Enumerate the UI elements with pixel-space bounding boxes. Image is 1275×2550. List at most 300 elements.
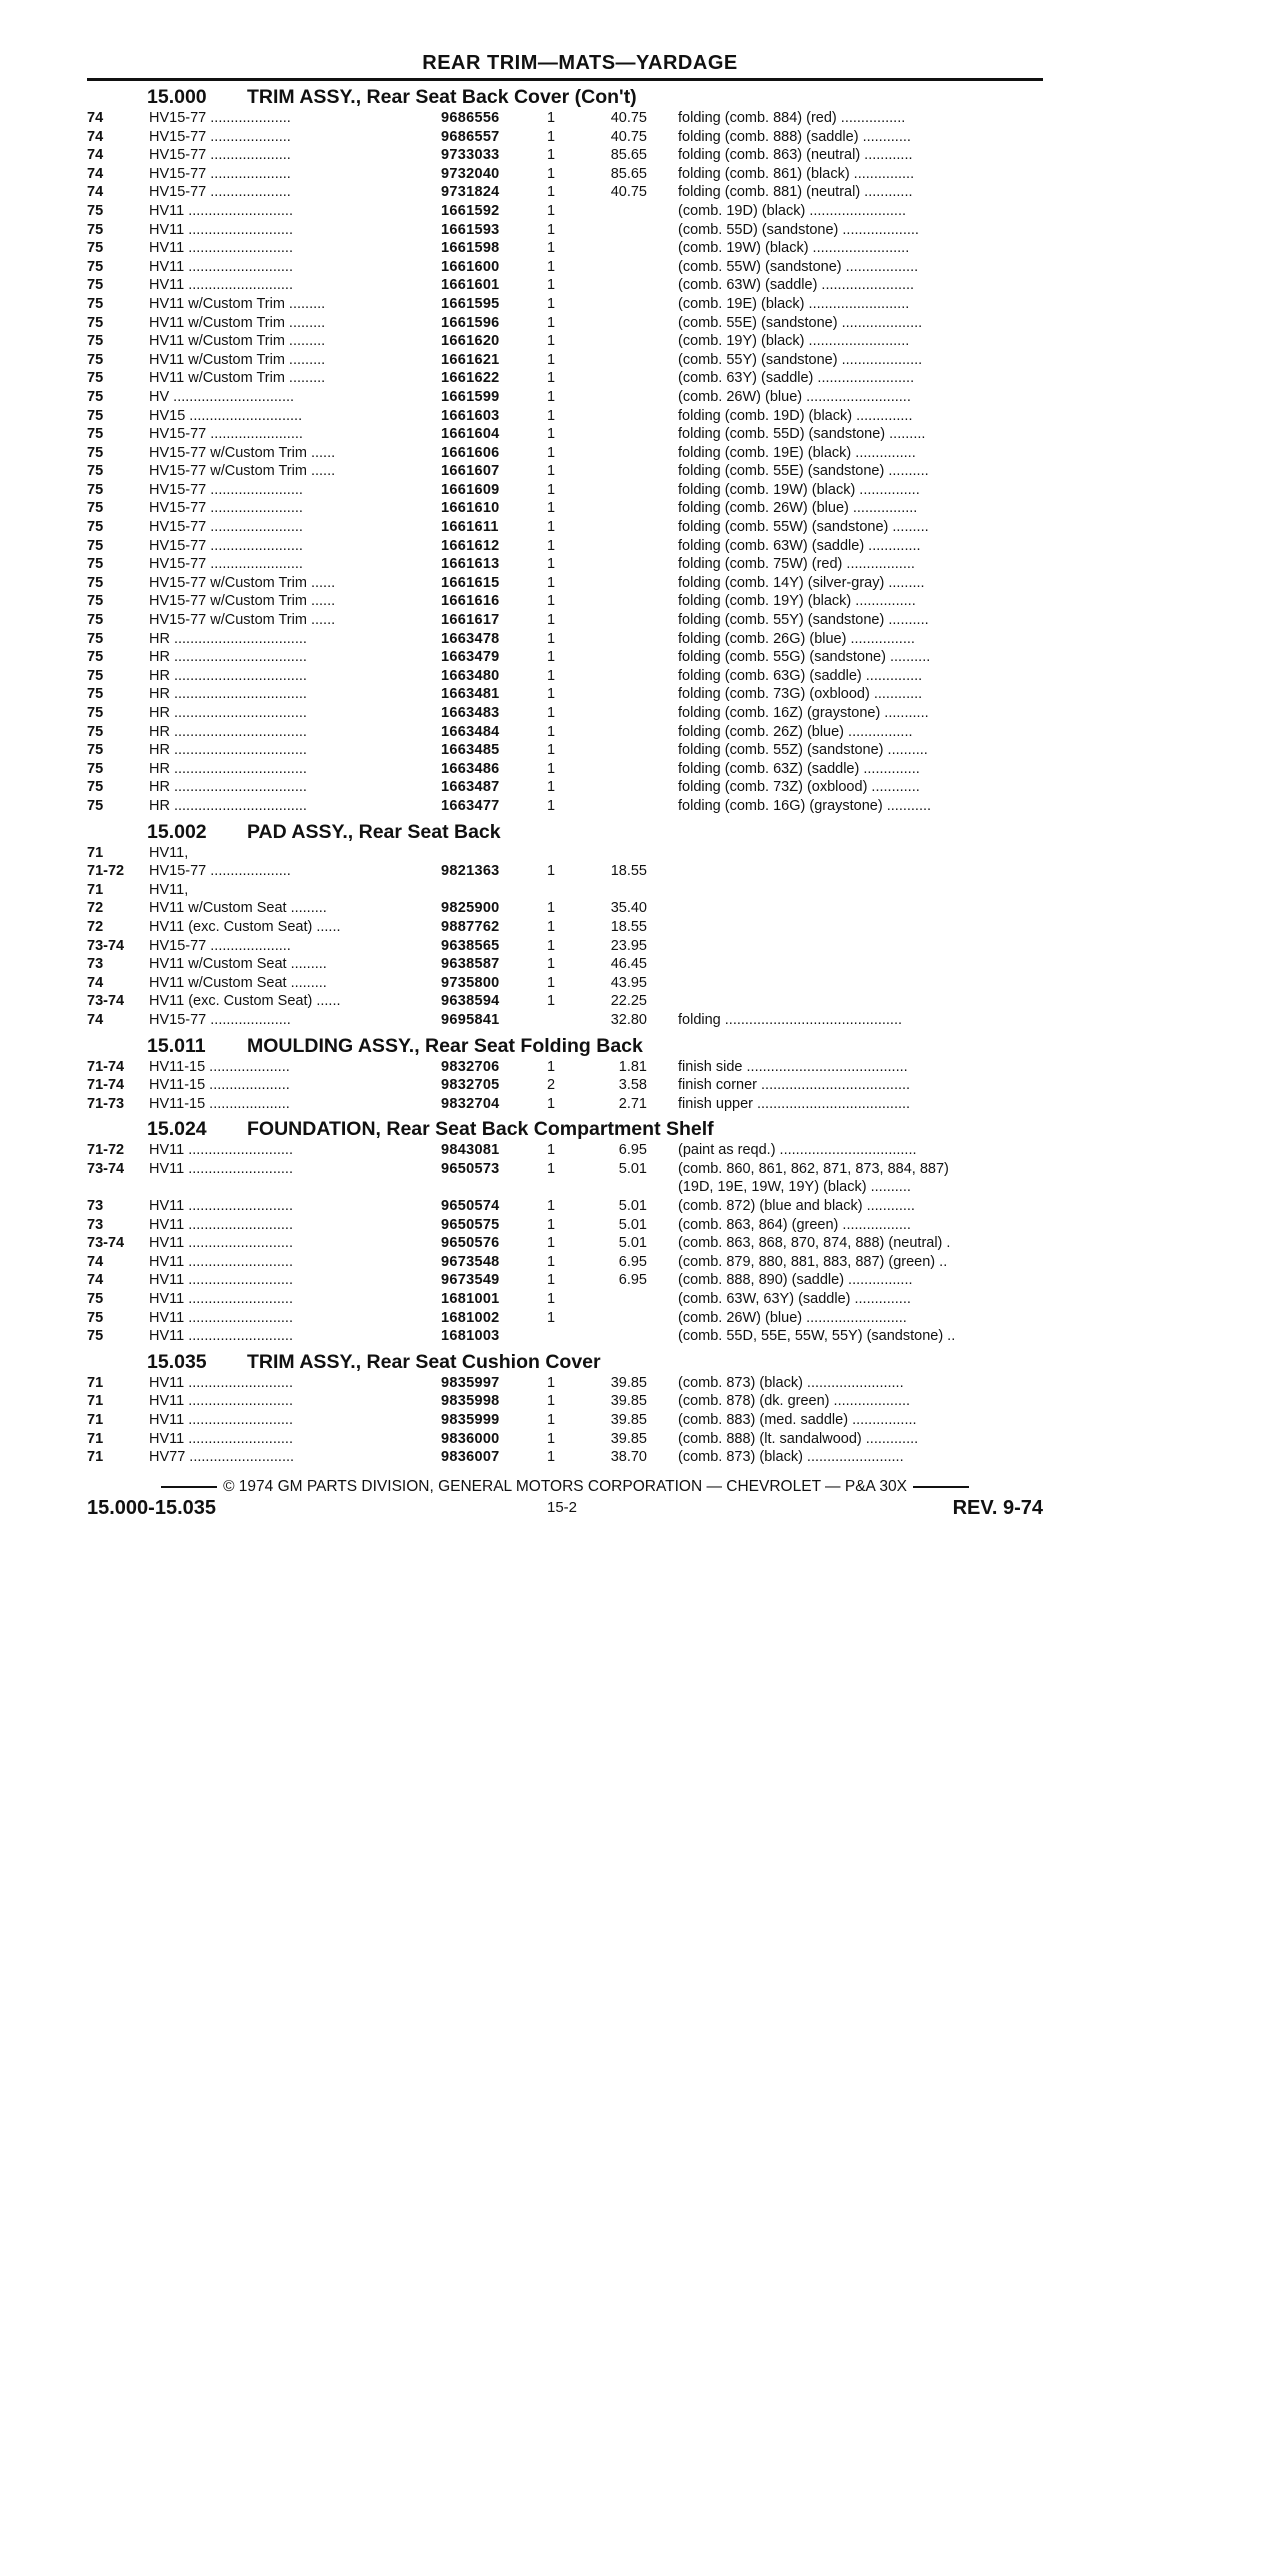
row-quantity: 1 bbox=[547, 974, 556, 991]
parts-row bbox=[87, 239, 1043, 258]
row-model: HV11 .......................... bbox=[149, 258, 293, 275]
row-description: (comb. 872) (blue and black) ............ bbox=[678, 1198, 915, 1215]
row-part-number: 1661595 bbox=[441, 295, 500, 312]
row-part-number: 9887762 bbox=[441, 918, 500, 935]
row-part-number: 1661622 bbox=[441, 370, 500, 387]
row-quantity: 1 bbox=[547, 165, 556, 182]
row-part-number: 1661616 bbox=[441, 593, 500, 610]
row-description: (comb. 26W) (blue) ......................... bbox=[678, 1309, 907, 1326]
row-quantity: 1 bbox=[547, 295, 556, 312]
row-part-number: 1663477 bbox=[441, 797, 500, 814]
row-model: HV11, bbox=[149, 844, 189, 861]
row-model: HV11 .......................... bbox=[149, 240, 293, 257]
parts-row bbox=[87, 1178, 1043, 1197]
row-year: 75 bbox=[87, 407, 104, 424]
row-quantity: 1 bbox=[547, 314, 556, 331]
row-quantity: 1 bbox=[547, 1272, 556, 1289]
row-model: HV15-77 .................... bbox=[149, 1011, 291, 1028]
parts-row bbox=[87, 518, 1043, 537]
parts-row bbox=[87, 425, 1043, 444]
row-description: (comb. 19E) (black) ......................... bbox=[678, 295, 910, 312]
row-description: folding (comb. 14Y) (silver-gray) ......... bbox=[678, 574, 925, 591]
parts-row bbox=[87, 1253, 1043, 1272]
row-description: folding (comb. 19E) (black) ............... bbox=[678, 444, 916, 461]
row-year: 75 bbox=[87, 593, 104, 610]
row-part-number: 9821363 bbox=[441, 863, 500, 880]
row-description: folding (comb. 863) (neutral) ............ bbox=[678, 147, 913, 164]
row-description: (comb. 55D) (sandstone) ................... bbox=[678, 221, 919, 238]
row-price: 2.71 bbox=[618, 1095, 647, 1112]
row-model: HV11 .......................... bbox=[149, 202, 293, 219]
row-quantity: 1 bbox=[547, 184, 556, 201]
row-quantity: 1 bbox=[547, 1393, 556, 1410]
row-description: (comb. 19Y) (black) ......................... bbox=[678, 333, 910, 350]
row-year: 71-72 bbox=[87, 863, 125, 880]
row-year: 74 bbox=[87, 974, 104, 991]
row-model: HV11 .......................... bbox=[149, 1272, 293, 1289]
parts-row bbox=[87, 1374, 1043, 1393]
row-year: 75 bbox=[87, 1309, 104, 1326]
row-model: HV11 w/Custom Trim ......... bbox=[149, 351, 326, 368]
row-quantity: 1 bbox=[547, 900, 556, 917]
row-price: 39.85 bbox=[610, 1412, 647, 1428]
row-description: folding (comb. 19D) (black) .............. bbox=[678, 407, 913, 424]
row-year: 75 bbox=[87, 1291, 104, 1308]
row-part-number: 9835998 bbox=[441, 1393, 500, 1410]
row-quantity: 1 bbox=[547, 1198, 556, 1215]
row-description: folding (comb. 55E) (sandstone) .......... bbox=[678, 463, 929, 480]
row-quantity: 1 bbox=[547, 500, 556, 517]
row-price: 43.95 bbox=[610, 974, 647, 991]
parts-row bbox=[87, 723, 1043, 742]
row-part-number: 1663485 bbox=[441, 742, 500, 759]
row-quantity: 1 bbox=[547, 481, 556, 498]
row-quantity: 1 bbox=[547, 258, 556, 275]
row-model: HV15-77 ....................... bbox=[149, 556, 303, 573]
row-description: (comb. 873) (black) ........................ bbox=[678, 1449, 904, 1466]
row-year: 75 bbox=[87, 481, 104, 498]
row-description: (comb. 63W, 63Y) (saddle) .............. bbox=[678, 1291, 911, 1308]
row-description: folding (comb. 73Z) (oxblood) ............ bbox=[678, 779, 920, 796]
row-description: (comb. 55Y) (sandstone) .................... bbox=[678, 351, 923, 368]
row-model: HV11 .......................... bbox=[149, 277, 293, 294]
row-price: 40.75 bbox=[610, 128, 647, 145]
section-heading: TRIM ASSY., Rear Seat Cushion Cover bbox=[247, 1350, 601, 1373]
row-model: HV15-77 .................... bbox=[149, 184, 291, 201]
section-heading: FOUNDATION, Rear Seat Back Compartment Shelf bbox=[247, 1118, 714, 1141]
row-quantity: 1 bbox=[547, 760, 556, 777]
row-price: 6.95 bbox=[618, 1142, 647, 1159]
row-price: 18.55 bbox=[610, 863, 647, 880]
row-model: HR ................................. bbox=[149, 760, 307, 777]
row-year: 75 bbox=[87, 705, 104, 721]
row-year: 73 bbox=[87, 1198, 104, 1215]
parts-row bbox=[87, 1058, 1043, 1077]
row-year: 75 bbox=[87, 258, 104, 275]
row-part-number: 1663479 bbox=[441, 649, 500, 666]
row-quantity: 1 bbox=[547, 519, 556, 536]
section-title bbox=[87, 1117, 1043, 1141]
row-description: (comb. 888) (lt. sandalwood) ............. bbox=[678, 1430, 919, 1447]
row-description: folding (comb. 26W) (blue) ................ bbox=[678, 500, 918, 517]
row-price: 40.75 bbox=[610, 184, 647, 201]
row-price: 39.85 bbox=[610, 1374, 647, 1391]
row-model: HR ................................. bbox=[149, 723, 307, 740]
row-description: (19D, 19E, 19W, 19Y) (black) .......... bbox=[678, 1179, 911, 1196]
row-part-number: 1663478 bbox=[441, 630, 500, 647]
parts-row bbox=[87, 481, 1043, 500]
row-part-number: 1661606 bbox=[441, 444, 500, 461]
parts-row bbox=[87, 1309, 1043, 1328]
footer-dash-left bbox=[161, 1486, 217, 1488]
section-heading: MOULDING ASSY., Rear Seat Folding Back bbox=[247, 1034, 643, 1057]
row-year: 74 bbox=[87, 165, 104, 182]
row-price: 5.01 bbox=[618, 1198, 647, 1215]
row-price: 39.85 bbox=[610, 1430, 647, 1447]
row-price: 22.25 bbox=[610, 993, 647, 1010]
row-year: 75 bbox=[87, 779, 104, 796]
row-price: 5.01 bbox=[618, 1216, 647, 1233]
row-quantity: 1 bbox=[547, 221, 556, 238]
parts-row bbox=[87, 1197, 1043, 1216]
row-model: HR ................................. bbox=[149, 649, 307, 666]
row-model: HV11 .......................... bbox=[149, 1393, 293, 1410]
row-part-number: 1661609 bbox=[441, 481, 500, 498]
row-model: HV15-77 ....................... bbox=[149, 426, 303, 443]
row-price: 32.80 bbox=[610, 1011, 647, 1028]
row-year: 73-74 bbox=[87, 937, 125, 954]
footer-revision: REV. 9-74 bbox=[952, 1496, 1043, 1519]
section-title bbox=[87, 820, 1043, 844]
row-description: folding (comb. 884) (red) ................ bbox=[678, 110, 906, 126]
row-part-number: 1681002 bbox=[441, 1309, 500, 1326]
row-quantity: 1 bbox=[547, 1449, 556, 1466]
row-quantity: 1 bbox=[547, 1309, 556, 1326]
row-price: 6.95 bbox=[618, 1272, 647, 1289]
row-model: HR ................................. bbox=[149, 797, 307, 814]
row-model: HV15-77 .................... bbox=[149, 110, 291, 126]
row-year: 75 bbox=[87, 463, 104, 480]
row-part-number: 1661593 bbox=[441, 221, 500, 238]
row-quantity: 1 bbox=[547, 1216, 556, 1233]
row-year: 75 bbox=[87, 388, 104, 405]
parts-row bbox=[87, 351, 1043, 370]
row-year: 75 bbox=[87, 574, 104, 591]
row-model: HV11 w/Custom Seat ......... bbox=[149, 956, 327, 973]
row-description: folding (comb. 63W) (saddle) ............. bbox=[678, 537, 921, 554]
row-description: folding (comb. 63G) (saddle) .............. bbox=[678, 667, 923, 684]
row-model: HV11 w/Custom Seat ......... bbox=[149, 900, 327, 917]
row-part-number: 1681003 bbox=[441, 1328, 500, 1345]
parts-row bbox=[87, 221, 1043, 240]
row-model: HV15-77 ....................... bbox=[149, 500, 303, 517]
parts-row bbox=[87, 611, 1043, 630]
parts-row bbox=[87, 1392, 1043, 1411]
row-model: HR ................................. bbox=[149, 667, 307, 684]
row-quantity: 1 bbox=[547, 593, 556, 610]
row-quantity: 1 bbox=[547, 686, 556, 703]
parts-row bbox=[87, 295, 1043, 314]
section-title bbox=[87, 1350, 1043, 1374]
row-description: (comb. 883) (med. saddle) ................ bbox=[678, 1412, 917, 1428]
row-part-number: 9673549 bbox=[441, 1272, 500, 1289]
row-quantity: 1 bbox=[547, 277, 556, 294]
row-year: 73-74 bbox=[87, 993, 125, 1010]
row-year: 75 bbox=[87, 649, 104, 666]
parts-row bbox=[87, 444, 1043, 463]
row-quantity: 1 bbox=[547, 863, 556, 880]
parts-row bbox=[87, 1076, 1043, 1095]
row-description: (comb. 26W) (blue) .......................... bbox=[678, 388, 911, 405]
row-year: 75 bbox=[87, 612, 104, 629]
row-year: 75 bbox=[87, 667, 104, 684]
row-part-number: 1661610 bbox=[441, 500, 500, 517]
row-part-number: 1661607 bbox=[441, 463, 500, 480]
row-model: HR ................................. bbox=[149, 742, 307, 759]
row-quantity: 1 bbox=[547, 444, 556, 461]
row-part-number: 1661604 bbox=[441, 426, 500, 443]
row-year: 74 bbox=[87, 128, 104, 145]
row-model: HV15-77 ....................... bbox=[149, 519, 303, 536]
parts-row bbox=[87, 592, 1043, 611]
row-price: 38.70 bbox=[610, 1449, 647, 1466]
row-description: finish corner ..................................... bbox=[678, 1077, 911, 1094]
row-quantity: 1 bbox=[547, 1374, 556, 1391]
parts-row bbox=[87, 1448, 1043, 1467]
row-part-number: 9695841 bbox=[441, 1011, 500, 1028]
row-part-number: 9650576 bbox=[441, 1235, 500, 1252]
row-year: 75 bbox=[87, 723, 104, 740]
row-description: folding (comb. 55D) (sandstone) ......... bbox=[678, 426, 926, 443]
row-description: folding (comb. 26G) (blue) ................ bbox=[678, 630, 915, 647]
row-description: folding (comb. 19W) (black) ............... bbox=[678, 481, 920, 498]
parts-row bbox=[87, 146, 1043, 165]
row-year: 75 bbox=[87, 351, 104, 368]
parts-row bbox=[87, 741, 1043, 760]
footer-dash-right bbox=[913, 1486, 969, 1488]
parts-row bbox=[87, 918, 1043, 937]
row-description: folding (comb. 55W) (sandstone) ......... bbox=[678, 519, 929, 536]
row-description: folding (comb. 55G) (sandstone) .......... bbox=[678, 649, 931, 666]
row-part-number: 1663483 bbox=[441, 705, 500, 721]
row-year: 74 bbox=[87, 184, 104, 201]
row-description: (comb. 888, 890) (saddle) ................ bbox=[678, 1272, 913, 1289]
row-model: HV .............................. bbox=[149, 388, 295, 405]
row-quantity: 1 bbox=[547, 937, 556, 954]
row-quantity: 1 bbox=[547, 128, 556, 145]
row-description: (comb. 879, 880, 881, 883, 887) (green) .. bbox=[678, 1253, 948, 1270]
row-year: 72 bbox=[87, 900, 104, 917]
row-price: 6.95 bbox=[618, 1253, 647, 1270]
row-quantity: 1 bbox=[547, 1430, 556, 1447]
row-description: folding (comb. 63Z) (saddle) .............. bbox=[678, 760, 920, 777]
parts-row bbox=[87, 332, 1043, 351]
parts-row bbox=[87, 778, 1043, 797]
row-part-number: 1661613 bbox=[441, 556, 500, 573]
parts-row bbox=[87, 862, 1043, 881]
row-description: folding (comb. 861) (black) ............... bbox=[678, 165, 915, 182]
row-price: 46.45 bbox=[610, 956, 647, 973]
section-title bbox=[87, 85, 1043, 109]
parts-row bbox=[87, 276, 1043, 295]
parts-row bbox=[87, 1327, 1043, 1346]
row-quantity: 1 bbox=[547, 388, 556, 405]
row-year: 75 bbox=[87, 519, 104, 536]
row-quantity: 1 bbox=[547, 1058, 556, 1075]
row-price: 3.58 bbox=[618, 1077, 647, 1094]
row-model: HV11 (exc. Custom Seat) ...... bbox=[149, 993, 341, 1010]
row-model: HV11-15 .................... bbox=[149, 1058, 290, 1075]
row-model: HV11 w/Custom Trim ......... bbox=[149, 370, 326, 387]
page-header: REAR TRIM—MATS—YARDAGE bbox=[422, 52, 738, 74]
row-part-number: 9733033 bbox=[441, 147, 500, 164]
row-model: HV15-77 ....................... bbox=[149, 537, 303, 554]
row-year: 74 bbox=[87, 110, 104, 126]
row-quantity: 1 bbox=[547, 918, 556, 935]
row-quantity: 1 bbox=[547, 426, 556, 443]
row-quantity: 1 bbox=[547, 333, 556, 350]
parts-row bbox=[87, 109, 1043, 128]
row-model: HV11 .......................... bbox=[149, 1412, 293, 1428]
row-part-number: 1661621 bbox=[441, 351, 500, 368]
row-model: HV11 .......................... bbox=[149, 221, 293, 238]
row-model: HV77 .......................... bbox=[149, 1449, 295, 1466]
row-description: (comb. 19D) (black) ........................ bbox=[678, 202, 907, 219]
row-part-number: 9832705 bbox=[441, 1077, 500, 1094]
parts-row bbox=[87, 388, 1043, 407]
row-year: 71-74 bbox=[87, 1058, 125, 1075]
row-year: 75 bbox=[87, 221, 104, 238]
row-model: HV11 .......................... bbox=[149, 1216, 293, 1233]
row-part-number: 9732040 bbox=[441, 165, 500, 182]
parts-row bbox=[87, 462, 1043, 481]
parts-row bbox=[87, 760, 1043, 779]
section-number: 15.011 bbox=[147, 1034, 206, 1057]
row-quantity: 1 bbox=[547, 1095, 556, 1112]
parts-row bbox=[87, 202, 1043, 221]
row-quantity: 1 bbox=[547, 351, 556, 368]
row-part-number: 9650575 bbox=[441, 1216, 500, 1233]
row-description: folding (comb. 55Z) (sandstone) .......... bbox=[678, 742, 928, 759]
row-model: HV15-77 .................... bbox=[149, 147, 291, 164]
row-price: 85.65 bbox=[610, 165, 647, 182]
sections-container bbox=[87, 85, 1043, 1467]
row-description: folding (comb. 73G) (oxblood) ............ bbox=[678, 686, 923, 703]
row-part-number: 1661599 bbox=[441, 388, 500, 405]
parts-row bbox=[87, 1430, 1043, 1449]
copyright-text: © 1974 GM PARTS DIVISION, GENERAL MOTORS CORPORATION — CHEVROLET — P&A 30X bbox=[223, 1477, 907, 1495]
row-model: HV11 .......................... bbox=[149, 1160, 293, 1177]
row-description: (comb. 860, 861, 862, 871, 873, 884, 887) bbox=[678, 1160, 949, 1177]
row-year: 75 bbox=[87, 240, 104, 257]
row-year: 75 bbox=[87, 537, 104, 554]
row-model: HV11 .......................... bbox=[149, 1142, 293, 1159]
row-quantity: 1 bbox=[547, 705, 556, 721]
row-model: HV15-77 w/Custom Trim ...... bbox=[149, 574, 336, 591]
row-part-number: 9686557 bbox=[441, 128, 500, 145]
row-year: 74 bbox=[87, 147, 104, 164]
row-model: HV15-77 .................... bbox=[149, 937, 291, 954]
row-quantity: 1 bbox=[547, 574, 556, 591]
parts-row bbox=[87, 648, 1043, 667]
row-year: 74 bbox=[87, 1253, 104, 1270]
row-year: 75 bbox=[87, 500, 104, 517]
row-year: 71 bbox=[87, 1430, 104, 1447]
row-quantity: 1 bbox=[547, 779, 556, 796]
row-model: HV11 w/Custom Trim ......... bbox=[149, 295, 326, 312]
row-description: (comb. 873) (black) ........................ bbox=[678, 1374, 904, 1391]
row-part-number: 1663484 bbox=[441, 723, 500, 740]
row-model: HV11-15 .................... bbox=[149, 1077, 290, 1094]
row-model: HV15-77 .................... bbox=[149, 863, 291, 880]
row-model: HV11 .......................... bbox=[149, 1374, 293, 1391]
row-part-number: 1661592 bbox=[441, 202, 500, 219]
row-year: 72 bbox=[87, 918, 104, 935]
parts-row bbox=[87, 183, 1043, 202]
row-price: 5.01 bbox=[618, 1235, 647, 1252]
row-part-number: 9735800 bbox=[441, 974, 500, 991]
row-year: 71 bbox=[87, 844, 104, 861]
row-year: 75 bbox=[87, 277, 104, 294]
row-model: HV11 .......................... bbox=[149, 1253, 293, 1270]
row-model: HV15-77 ....................... bbox=[149, 481, 303, 498]
section-heading: PAD ASSY., Rear Seat Back bbox=[247, 820, 501, 843]
row-quantity: 1 bbox=[547, 1142, 556, 1159]
row-part-number: 1661601 bbox=[441, 277, 500, 294]
parts-row bbox=[87, 574, 1043, 593]
row-quantity: 1 bbox=[547, 723, 556, 740]
row-price: 18.55 bbox=[610, 918, 647, 935]
section-title bbox=[87, 1034, 1043, 1058]
row-quantity: 1 bbox=[547, 1412, 556, 1428]
row-part-number: 1663487 bbox=[441, 779, 500, 796]
row-model: HV15-77 w/Custom Trim ...... bbox=[149, 463, 336, 480]
section-heading: TRIM ASSY., Rear Seat Back Cover (Con't) bbox=[247, 86, 637, 108]
row-quantity: 1 bbox=[547, 370, 556, 387]
row-part-number: 1663481 bbox=[441, 686, 500, 703]
row-model: HV11-15 .................... bbox=[149, 1095, 290, 1112]
row-part-number: 1663486 bbox=[441, 760, 500, 777]
row-year: 75 bbox=[87, 295, 104, 312]
row-quantity: 2 bbox=[547, 1077, 556, 1094]
row-model: HV15-77 .................... bbox=[149, 128, 291, 145]
row-model: HR ................................. bbox=[149, 686, 307, 703]
parts-row bbox=[87, 955, 1043, 974]
row-year: 71-74 bbox=[87, 1077, 125, 1094]
row-part-number: 9832706 bbox=[441, 1058, 500, 1075]
row-quantity: 1 bbox=[547, 742, 556, 759]
row-year: 71-72 bbox=[87, 1142, 125, 1159]
parts-row bbox=[87, 1011, 1043, 1030]
footer-range: 15.000-15.035 bbox=[87, 1496, 217, 1519]
row-model: HV15 ............................ bbox=[149, 407, 303, 424]
parts-row bbox=[87, 1234, 1043, 1253]
row-description: (comb. 55W) (sandstone) .................. bbox=[678, 258, 919, 275]
row-model: HV11, bbox=[149, 881, 189, 898]
section-number: 15.024 bbox=[147, 1118, 207, 1141]
row-model: HV11 (exc. Custom Seat) ...... bbox=[149, 918, 341, 935]
row-part-number: 9638594 bbox=[441, 993, 500, 1010]
row-model: HV11 w/Custom Trim ......... bbox=[149, 333, 326, 350]
row-year: 75 bbox=[87, 1328, 104, 1345]
row-description: finish side ........................................ bbox=[678, 1058, 908, 1075]
copyright-line bbox=[87, 1477, 1043, 1497]
row-year: 71 bbox=[87, 1374, 104, 1391]
row-description: (paint as reqd.) .................................. bbox=[678, 1142, 917, 1159]
row-year: 74 bbox=[87, 1272, 104, 1289]
row-model: HR ................................. bbox=[149, 705, 307, 721]
row-part-number: 9825900 bbox=[441, 900, 500, 917]
